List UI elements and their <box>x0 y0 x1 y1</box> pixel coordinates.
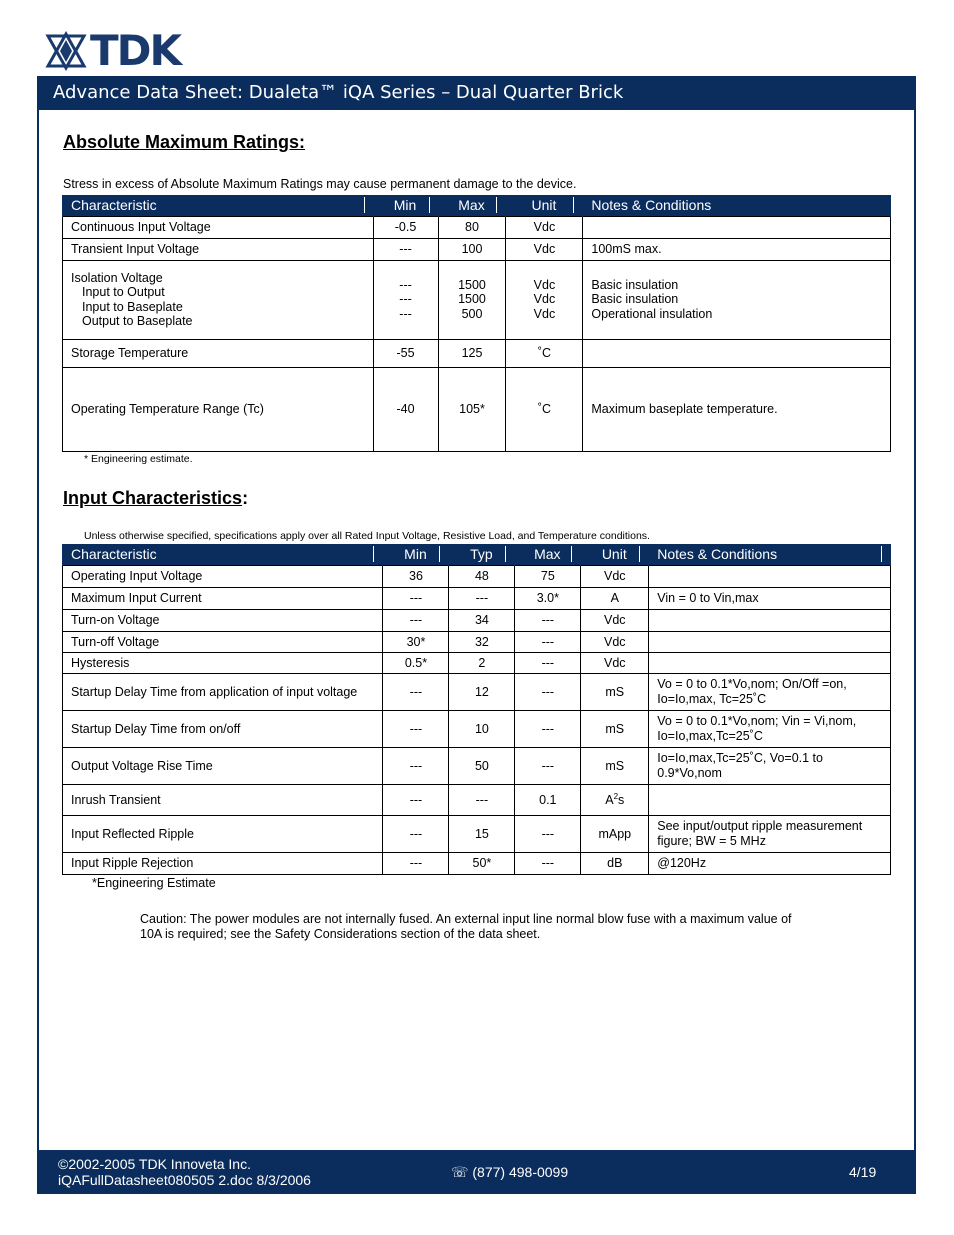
cell-notes: 100mS max. <box>583 238 891 260</box>
section-title-input-text: Input Characteristics <box>63 488 243 508</box>
cell-min: -55 <box>373 339 438 367</box>
cell-max: 0.1 <box>515 784 581 815</box>
cell-max: --- <box>515 747 581 784</box>
cell-characteristic: Input Reflected Ripple <box>63 815 383 852</box>
cell-notes: Vin = 0 to Vin,max <box>649 587 891 609</box>
cell-max: --- <box>515 652 581 673</box>
input-footnote: *Engineering Estimate <box>92 876 216 890</box>
cell-notes <box>649 652 891 673</box>
cell-min: 30* <box>383 631 449 652</box>
absolute-max-note: Stress in excess of Absolute Maximum Ratings may cause permanent damage to the device. <box>63 177 577 191</box>
cell-unit <box>506 260 583 339</box>
cell-characteristic: Storage Temperature <box>63 339 374 367</box>
cell-unit-value: Vdc <box>533 292 556 307</box>
col-header-notes: Notes & Conditions <box>591 197 712 214</box>
table-row <box>63 260 891 339</box>
section-title-input-colon: : <box>242 488 249 508</box>
cell-min: -40 <box>373 367 438 451</box>
page-title: Advance Data Sheet: Dualeta™ iQA Series – Dual Quarter Brick <box>53 82 624 103</box>
cell-notes-value: Basic insulation <box>591 277 679 292</box>
cell-typ: 32 <box>449 631 515 652</box>
cell-notes: @120Hz <box>649 852 891 874</box>
table-row <box>63 216 891 238</box>
table-row <box>63 652 891 673</box>
header-bar <box>37 76 916 110</box>
col-header-unit: Unit <box>514 197 574 213</box>
footer-bar <box>37 1150 916 1194</box>
table-row <box>63 609 891 631</box>
cell-min: 36 <box>383 565 449 587</box>
cell-characteristic: Turn-off Voltage <box>63 631 383 652</box>
cell-notes <box>583 216 891 238</box>
col-header-characteristic: Characteristic <box>71 197 365 213</box>
tdk-logo-icon <box>44 31 88 71</box>
table-row <box>63 710 891 747</box>
table-row <box>63 587 891 609</box>
cell-max: 75 <box>515 565 581 587</box>
unit-suffix: s <box>618 793 625 808</box>
cell-max-value: 500 <box>461 306 483 321</box>
cell-max: 3.0* <box>515 587 581 609</box>
cell-notes: Vo = 0 to 0.1*Vo,nom; Vin = Vi,nom, Io=Io,max,Tc=25˚C <box>649 710 891 747</box>
table-row <box>63 367 891 451</box>
cell-min: 0.5* <box>383 652 449 673</box>
cell-min: --- <box>383 710 449 747</box>
cell-min: --- <box>373 238 438 260</box>
footer-phone: ☏ (877) 498-0099 <box>451 1164 569 1180</box>
cell-unit: A <box>581 587 649 609</box>
cell-min-value: --- <box>399 292 412 307</box>
cell-characteristic: Startup Delay Time from application of input voltage <box>63 673 383 710</box>
col-header-min: Min <box>391 546 440 562</box>
cell-typ: 12 <box>449 673 515 710</box>
cell-notes: See input/output ripple measurement figure; BW = 5 MHz <box>649 815 891 852</box>
cell-notes: Vo = 0 to 0.1*Vo,nom; On/Off =on, Io=Io,max, Tc=25˚C <box>649 673 891 710</box>
table-row <box>63 852 891 874</box>
cell-characteristic: Operating Input Voltage <box>63 565 383 587</box>
cell-unit: Vdc <box>581 652 649 673</box>
table-row <box>63 631 891 652</box>
footer-left <box>58 1156 311 1188</box>
cell-typ: 15 <box>449 815 515 852</box>
absolute-max-table <box>62 195 891 452</box>
input-note: Unless otherwise specified, specifications apply over all Rated Input Voltage, Resistive Load, and Temperature conditions. <box>84 530 650 542</box>
logo-text: TDK <box>90 26 181 75</box>
cell-max: 125 <box>438 339 506 367</box>
cell-max: --- <box>515 710 581 747</box>
cell-typ: 2 <box>449 652 515 673</box>
cell-min: -0.5 <box>373 216 438 238</box>
cell-unit: Vdc <box>506 238 583 260</box>
unit-superscript: 2 <box>613 791 619 801</box>
col-header-typ: Typ <box>457 546 506 562</box>
cell-max: 105* <box>438 367 506 451</box>
cell-max: --- <box>515 609 581 631</box>
cell-typ: 34 <box>449 609 515 631</box>
footer-copyright: ©2002-2005 TDK Innoveta Inc. <box>58 1156 251 1172</box>
tdk-logo <box>44 26 181 75</box>
cell-notes <box>583 260 891 339</box>
cell-notes <box>583 339 891 367</box>
col-header-notes: Notes & Conditions <box>657 546 882 562</box>
cell-unit: ˚C <box>506 367 583 451</box>
cell-min: --- <box>383 609 449 631</box>
cell-characteristic: Input Ripple Rejection <box>63 852 383 874</box>
caution-line: 10A is required; see the Safety Considerations section of the data sheet. <box>140 926 541 941</box>
cell-unit: mS <box>581 710 649 747</box>
cell-notes-value: Operational insulation <box>591 306 713 321</box>
table-row <box>63 815 891 852</box>
cell-min: --- <box>383 852 449 874</box>
table-row <box>63 784 891 815</box>
cell-unit <box>581 784 649 815</box>
cell-min <box>373 260 438 339</box>
cell-typ: --- <box>449 784 515 815</box>
table-row <box>63 339 891 367</box>
cell-min-value: --- <box>399 306 412 321</box>
cell-max: 100 <box>438 238 506 260</box>
table-header-row <box>63 544 891 565</box>
isolation-sub: Input to Baseplate <box>82 299 183 314</box>
cell-min: --- <box>383 815 449 852</box>
cell-max: --- <box>515 815 581 852</box>
cell-characteristic <box>63 260 374 339</box>
cell-typ: 10 <box>449 710 515 747</box>
cell-characteristic: Maximum Input Current <box>63 587 383 609</box>
cell-unit: dB <box>581 852 649 874</box>
cell-characteristic: Inrush Transient <box>63 784 383 815</box>
section-title-absolute-max: Absolute Maximum Ratings: <box>63 132 306 152</box>
cell-typ: 50* <box>449 852 515 874</box>
cell-unit-value: Vdc <box>533 277 556 292</box>
table-row <box>63 565 891 587</box>
absolute-max-footnote: * Engineering estimate. <box>84 453 193 465</box>
col-header-max: Max <box>447 197 498 213</box>
table-row <box>63 673 891 710</box>
table-row <box>63 747 891 784</box>
cell-notes <box>649 631 891 652</box>
cell-notes <box>649 565 891 587</box>
cell-notes: Io=Io,max,Tc=25˚C, Vo=0.1 to 0.9*Vo,nom <box>649 747 891 784</box>
cell-min: --- <box>383 587 449 609</box>
cell-max: 80 <box>438 216 506 238</box>
cell-max <box>438 260 506 339</box>
isolation-sub: Output to Baseplate <box>82 314 193 328</box>
col-header-unit: Unit <box>589 546 640 562</box>
footer-doc: iQAFullDatasheet080505 2.doc 8/3/2006 <box>58 1172 311 1188</box>
caution-line: Caution: The power modules are not internally fused. An external input line normal blow fuse with a maximum value of <box>140 912 792 926</box>
cell-notes <box>649 784 891 815</box>
unit-base: A <box>605 793 614 808</box>
isolation-sub: Input to Output <box>82 285 165 299</box>
cell-notes: Maximum baseplate temperature. <box>583 367 891 451</box>
cell-min: --- <box>383 784 449 815</box>
cell-min: --- <box>383 673 449 710</box>
cell-min: --- <box>383 747 449 784</box>
cell-unit: mS <box>581 673 649 710</box>
cell-typ: 50 <box>449 747 515 784</box>
cell-typ: 48 <box>449 565 515 587</box>
cell-characteristic: Output Voltage Rise Time <box>63 747 383 784</box>
cell-max: --- <box>515 631 581 652</box>
cell-unit: ˚C <box>506 339 583 367</box>
table-header-row <box>63 195 891 216</box>
cell-notes-value: Basic insulation <box>591 292 679 307</box>
cell-unit: Vdc <box>581 631 649 652</box>
cell-characteristic: Turn-on Voltage <box>63 609 383 631</box>
cell-unit: Vdc <box>506 216 583 238</box>
cell-unit: Vdc <box>581 565 649 587</box>
cell-characteristic: Startup Delay Time from on/off <box>63 710 383 747</box>
input-characteristics-table <box>62 544 891 875</box>
cell-max-value: 1500 <box>458 277 486 292</box>
col-header-min: Min <box>382 197 430 213</box>
col-header-characteristic: Characteristic <box>71 546 374 562</box>
cell-max: --- <box>515 673 581 710</box>
cell-min-value: --- <box>399 277 412 292</box>
cell-max: --- <box>515 852 581 874</box>
caution-note <box>140 912 792 941</box>
footer-page-number: 4/19 <box>849 1164 877 1180</box>
cell-notes <box>649 609 891 631</box>
cell-characteristic: Continuous Input Voltage <box>63 216 374 238</box>
cell-typ: --- <box>449 587 515 609</box>
cell-max-value: 1500 <box>458 292 486 307</box>
cell-characteristic: Hysteresis <box>63 652 383 673</box>
cell-unit: mS <box>581 747 649 784</box>
cell-characteristic: Operating Temperature Range (Tc) <box>63 367 374 451</box>
isolation-label: Isolation Voltage <box>71 270 163 285</box>
section-title-input <box>63 488 248 509</box>
cell-characteristic: Transient Input Voltage <box>63 238 374 260</box>
cell-unit: Vdc <box>581 609 649 631</box>
cell-unit: mApp <box>581 815 649 852</box>
table-row <box>63 238 891 260</box>
col-header-max: Max <box>523 546 572 562</box>
cell-unit-value: Vdc <box>533 306 556 321</box>
